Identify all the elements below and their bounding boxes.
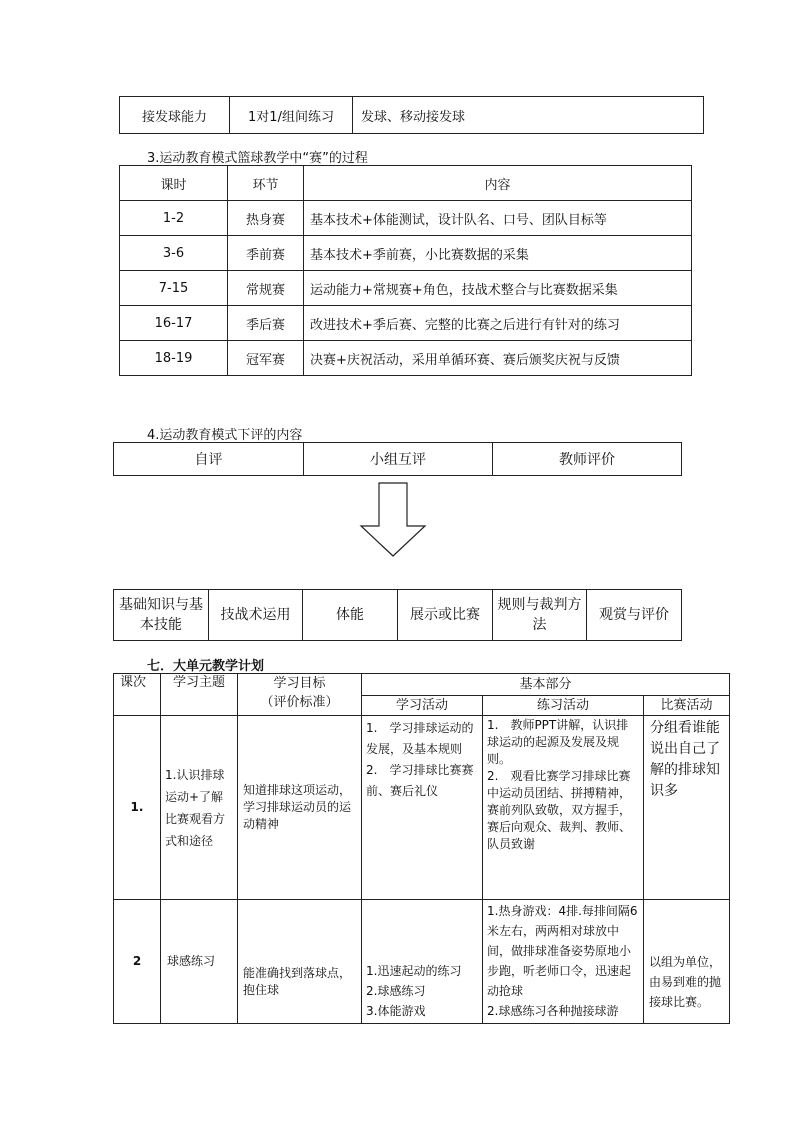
table-cell: 接发球能力 [120, 97, 230, 134]
table-cell: 16-17 [120, 306, 228, 341]
table-cell: 观赏与评价 [587, 590, 682, 641]
table-cell: 发球、移动接发球 [353, 97, 704, 134]
table-row [114, 443, 682, 476]
table-cell: 基本技术+体能测试，设计队名、口号、团队目标等 [304, 201, 692, 236]
goal-header-line1: 学习目标 [273, 676, 326, 691]
table-cell: 1.认识排球运动+了解比赛观看方式和途径 [161, 716, 238, 900]
table-cell: 基础知识与基本技能 [114, 590, 209, 641]
column-header: 基本部分 [362, 674, 730, 696]
skill-table [119, 96, 704, 134]
table-cell: 季前赛 [228, 236, 304, 271]
section-heading: 4.运动教育模式下评的内容 [147, 428, 303, 443]
table-cell: 冠军赛 [228, 341, 304, 376]
table-row [120, 97, 704, 134]
column-header: 课时 [120, 166, 228, 201]
table-row [120, 271, 692, 306]
column-header: 环节 [228, 166, 304, 201]
table-cell: 常规赛 [228, 271, 304, 306]
table-cell: 知道排球这项运动，学习排球运动员的运动精神 [238, 716, 362, 900]
table-cell: 球感练习 [161, 900, 238, 1024]
table-cell: 技战术运用 [209, 590, 303, 641]
column-header [238, 674, 362, 716]
table-cell: 体能 [303, 590, 398, 641]
table-row [120, 201, 692, 236]
section-heading: 七．大单元教学计划 [147, 659, 265, 674]
column-header: 练习活动 [483, 696, 644, 716]
table-cell: 7-15 [120, 271, 228, 306]
table-cell: 展示或比赛 [398, 590, 493, 641]
evaluation-type-table [113, 442, 682, 476]
table-cell: 热身赛 [228, 201, 304, 236]
table-cell: 决赛+庆祝活动，采用单循环赛、赛后颁奖庆祝与反馈 [304, 341, 692, 376]
match-process-table [119, 165, 692, 376]
table-row [114, 900, 730, 1024]
table-cell: 1.热身游戏：4排.每排间隔6米左右，两两相对球放中间，做排球准备姿势原地小步跑，听老师口令，迅速起动抢球 2.球感练习各种抛接球游 [483, 900, 644, 1024]
column-header: 学习活动 [362, 696, 483, 716]
column-header: 比赛活动 [644, 696, 730, 716]
table-cell: 1. 学习排球运动的发展，及基本规则 2. 学习排球比赛赛前、赛后礼仪 [362, 716, 483, 900]
evaluation-content-table [113, 589, 682, 641]
table-row [114, 716, 730, 900]
table-cell: 基本技术+季前赛，小比赛数据的采集 [304, 236, 692, 271]
table-cell: 改进技术+季后赛、完整的比赛之后进行有针对的练习 [304, 306, 692, 341]
table-cell: 1.迅速起动的练习 2.球感练习 3.体能游戏 [362, 900, 483, 1024]
table-cell: 1对1/组间练习 [230, 97, 353, 134]
table-row [120, 236, 692, 271]
down-arrow-icon [359, 482, 427, 558]
table-cell: 1. [114, 716, 161, 900]
table-cell: 18-19 [120, 341, 228, 376]
table-cell: 小组互评 [304, 443, 493, 476]
table-row [114, 590, 682, 641]
table-cell: 1-2 [120, 201, 228, 236]
column-header: 内容 [304, 166, 692, 201]
column-header: 学习主题 [161, 674, 238, 716]
table-cell: 自评 [114, 443, 304, 476]
table-cell: 能准确找到落球点，抱住球 [238, 900, 362, 1024]
table-cell: 运动能力+常规赛+角色，技战术整合与比赛数据采集 [304, 271, 692, 306]
table-cell: 季后赛 [228, 306, 304, 341]
section-heading: 3.运动教育模式篮球教学中“赛”的过程 [147, 151, 368, 166]
table-header-row [120, 166, 692, 201]
goal-header-line2: （评价标准） [260, 695, 339, 710]
table-cell: 3-6 [120, 236, 228, 271]
table-cell: 2 [114, 900, 161, 1024]
table-cell: 规则与裁判方法 [493, 590, 587, 641]
unit-plan-table [113, 673, 730, 1024]
table-cell: 分组看谁能说出自己了解的排球知识多 [644, 716, 730, 900]
column-header: 课次 [114, 674, 161, 716]
table-row [120, 341, 692, 376]
table-cell: 以组为单位，由易到难的抛接球比赛。 [644, 900, 730, 1024]
table-header-row [114, 674, 730, 696]
table-cell: 教师评价 [493, 443, 682, 476]
table-row [120, 306, 692, 341]
table-cell: 1. 教师PPT讲解，认识排球运动的起源及发展及规则。 2. 观看比赛学习排球比赛中运动员团结、拼搏精神，赛前列队致敬，双方握手，赛后向观众、裁判、教师、队员致谢 [483, 716, 644, 900]
